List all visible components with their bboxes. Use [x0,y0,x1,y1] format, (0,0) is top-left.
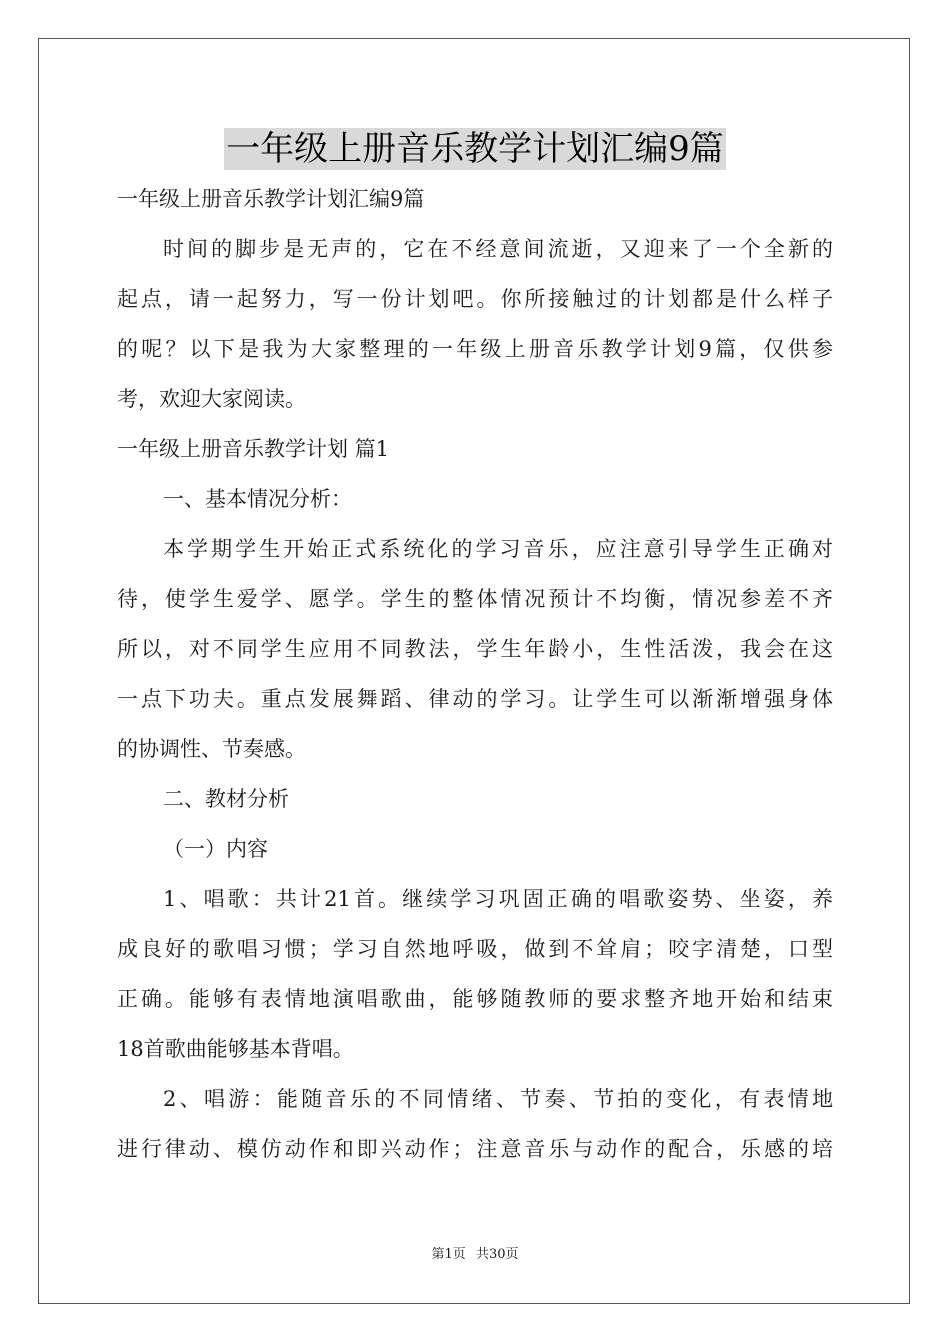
analysis-paragraph-line-3: 所以，对不同学生应用不同教法，学生年龄小，生性活泼，我会在这 [117,637,833,661]
analysis-paragraph-line-4: 一点下功夫。重点发展舞蹈、律动的学习。让学生可以渐渐增强身体 [117,687,833,711]
analysis-paragraph-line-1: 本学期学生开始正式系统化的学习音乐，应注意引导学生正确对 [163,537,833,561]
singing-paragraph-line-3: 正确。能够有表情地演唱歌曲，能够随教师的要求整齐地开始和结束 [117,987,833,1011]
page-total: 共30页 [475,1247,519,1262]
singing-paragraph-line-4: 18首歌曲能够基本背唱。 [117,1037,354,1061]
game-paragraph-line-2: 进行律动、模仿动作和即兴动作；注意音乐与动作的配合，乐感的培 [117,1137,833,1161]
document-title: 一年级上册音乐教学计划汇编9篇 [226,129,724,169]
intro-paragraph-line-4: 考，欢迎大家阅读。 [117,387,306,411]
analysis-paragraph-line-2: 待，使学生爱学、愿学。学生的整体情况预计不均衡，情况参差不齐 [117,587,833,611]
game-paragraph-line-1: 2、唱游：能随音乐的不同情绪、节奏、节拍的变化，有表情地 [163,1087,833,1111]
heading-basic-analysis: 一、基本情况分析： [163,487,352,511]
page-number: 第1页 [431,1247,466,1262]
heading-textbook-analysis: 二、教材分析 [163,787,289,811]
analysis-paragraph-line-5: 的协调性、节奏感。 [117,737,306,761]
page-footer [0,1246,950,1264]
intro-paragraph-line-1: 时间的脚步是无声的，它在不经意间流逝，又迎来了一个全新的 [163,237,833,261]
intro-paragraph-line-2: 起点，请一起努力，写一份计划吧。你所接触过的计划都是什么样子 [117,287,833,311]
subtitle-line: 一年级上册音乐教学计划汇编9篇 [117,187,425,211]
singing-paragraph-line-2: 成良好的歌唱习惯；学习自然地呼吸，做到不耸肩；咬字清楚，口型 [117,937,833,961]
section-heading-1: 一年级上册音乐教学计划 篇1 [117,437,390,461]
singing-paragraph-line-1: 1、唱歌：共计21首。继续学习巩固正确的唱歌姿势、坐姿，养 [163,887,833,911]
heading-content: （一）内容 [163,837,268,861]
intro-paragraph-line-3: 的呢？以下是我为大家整理的一年级上册音乐教学计划9篇，仅供参 [117,337,833,361]
document-body [117,174,833,1174]
title-container [0,128,950,170]
